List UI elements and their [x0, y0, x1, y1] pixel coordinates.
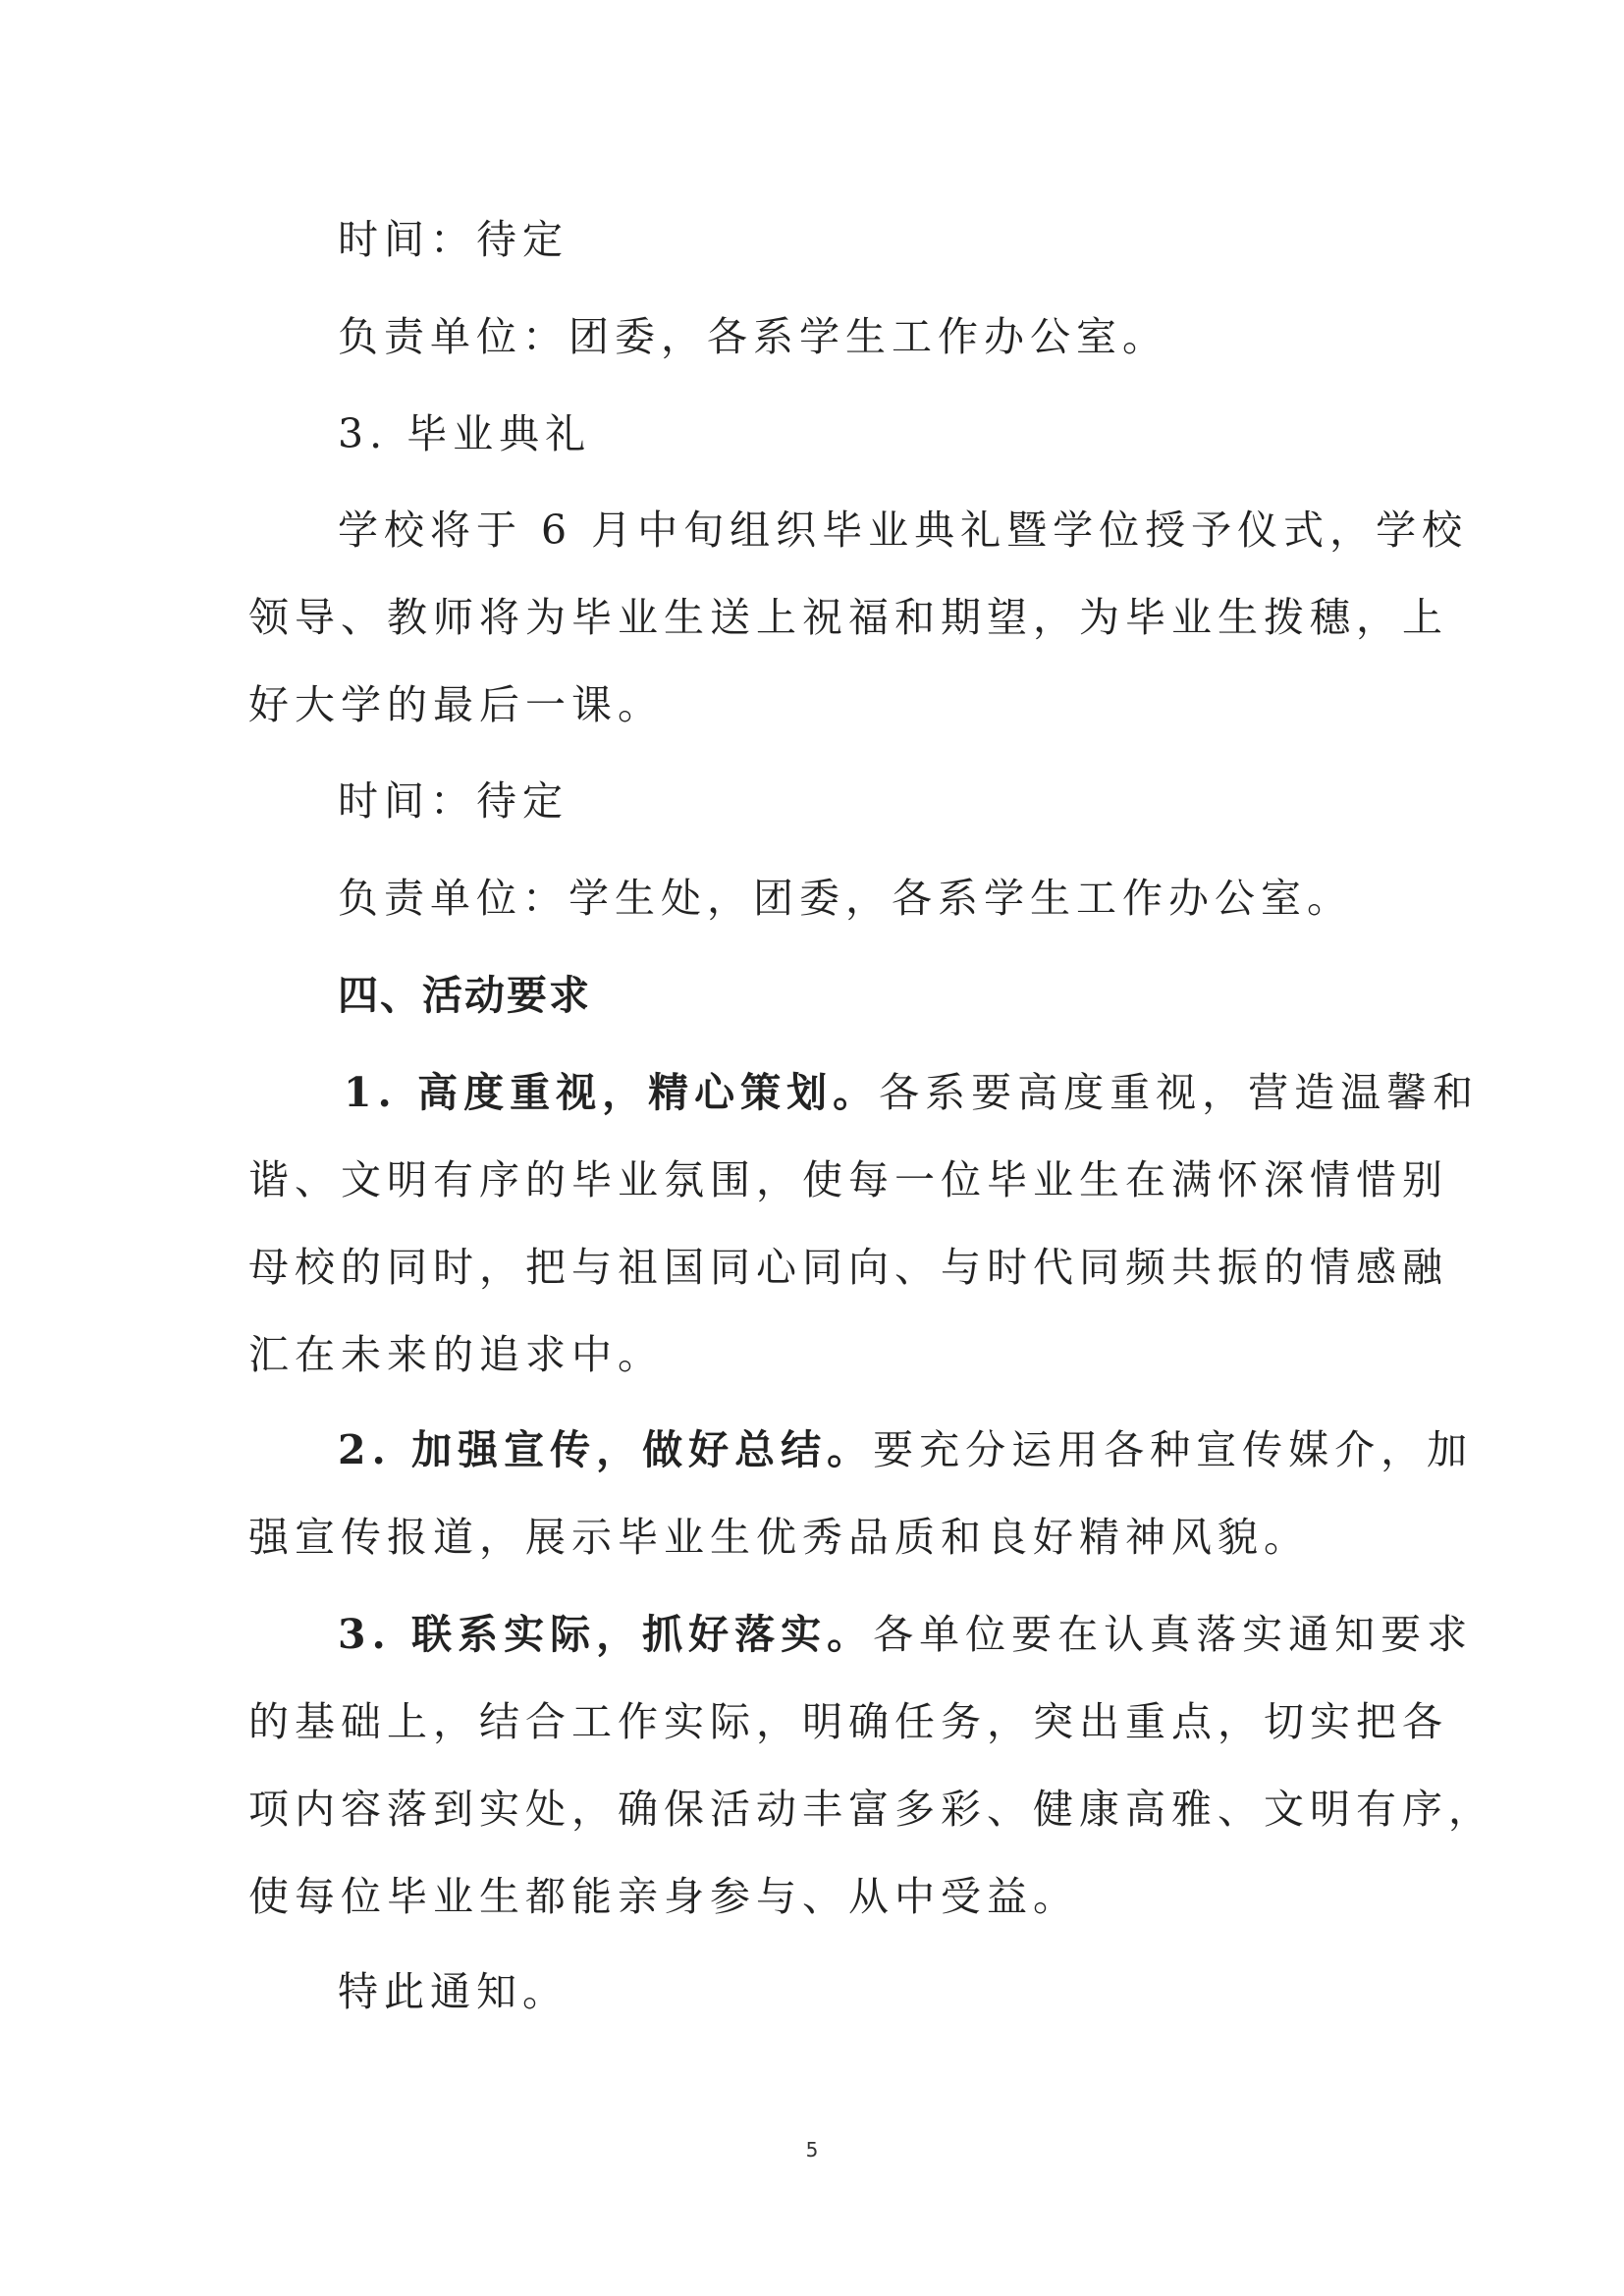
text-line: 特此通知。	[338, 1968, 568, 2015]
item-text: 要充分运用各种宣传媒介，加	[873, 1426, 1474, 1473]
text-line	[338, 1605, 1477, 1664]
item-title: 2. 加强宣传，做好总结。	[338, 1426, 874, 1473]
text-line: 时间：待定	[338, 216, 568, 263]
text-line: 领导、教师将为毕业生送上祝福和期望，为毕业生拨穗，上	[248, 594, 1448, 641]
text-line: 学校将于 6 月中旬组织毕业典礼暨学位授予仪式，学校	[338, 507, 1469, 554]
item-title: 1. 高度重视，精心策划。	[344, 1069, 880, 1116]
text-line	[338, 1420, 1477, 1479]
text-line: 强宣传报道，展示毕业生优秀品质和良好精神风貌。	[248, 1514, 1310, 1561]
text-line: 汇在未来的追求中。	[248, 1331, 664, 1378]
text-line: 负责单位：团委，各系学生工作办公室。	[338, 313, 1168, 360]
page-number: 5	[805, 2138, 819, 2162]
item-title: 3. 联系实际，抓好落实。	[338, 1611, 874, 1658]
text-line: 母校的同时，把与祖国同心同向、与时代同频共振的情感融	[248, 1244, 1448, 1291]
item-text: 各单位要在认真落实通知要求	[873, 1611, 1474, 1658]
text-line: 好大学的最后一课。	[248, 681, 664, 728]
text-line	[344, 1063, 1483, 1122]
subheading: 3. 毕业典礼	[338, 410, 592, 457]
text-line: 项内容落到实处，确保活动丰富多彩、健康高雅、文明有序，	[248, 1786, 1494, 1833]
item-text: 各系要高度重视，营造温馨和	[879, 1069, 1480, 1116]
text-line: 谐、文明有序的毕业氛围，使每一位毕业生在满怀深情惜别	[248, 1156, 1448, 1203]
section-heading: 四、活动要求	[338, 972, 591, 1019]
text-line: 使每位毕业生都能亲身参与、从中受益。	[248, 1873, 1079, 1920]
text-line: 负责单位：学生处，团委，各系学生工作办公室。	[338, 875, 1353, 922]
text-line: 的基础上，结合工作实际，明确任务，突出重点，切实把各	[248, 1698, 1448, 1745]
text-line: 时间：待定	[338, 777, 568, 825]
